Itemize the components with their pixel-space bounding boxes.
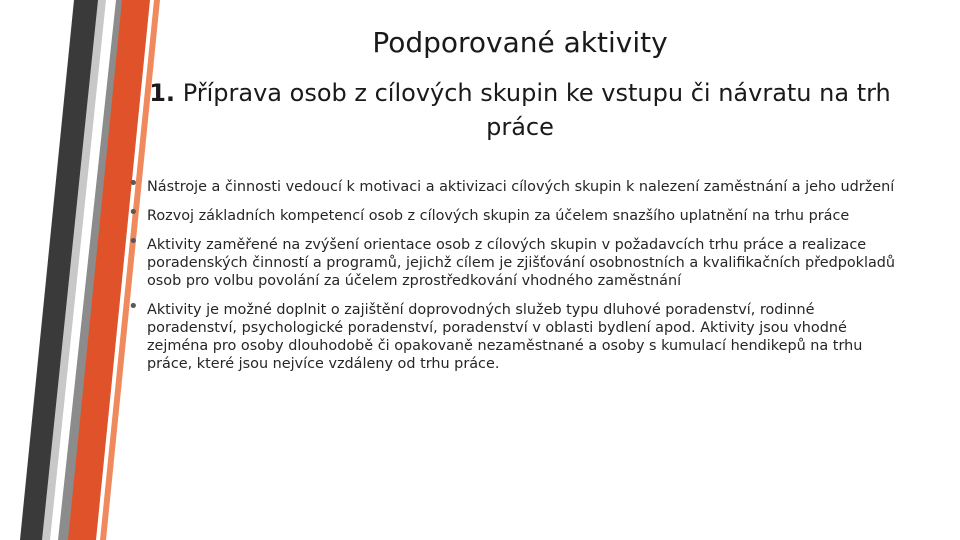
bullet-text: Rozvoj základních kompetencí osob z cílových skupin za účelem snazšího uplatnění na trhu práce	[147, 208, 850, 224]
title-block	[120, 22, 920, 144]
bullet-dot-icon: •	[128, 202, 139, 223]
bullet-text: Aktivity zaměřené na zvýšení orientace osob z cílových skupin v požadavcích trhu práce a realizace poradenských činností a programů, jejichž cílem je zjišťování osobnostních a kvalifikačních předpokladů osob pro volbu povolání za účelem zprostředkování vhodného zaměstnání	[147, 237, 896, 289]
bullet-list	[128, 173, 906, 384]
bullet-text: Aktivity je možné doplnit o zajištění doprovodných služeb typu dluhové poradenství, rodinné poradenství, psychologické poradenství, poradenství v oblasti bydlení apod. Aktivity jsou vhodné zejména pro osoby dlouhodobě či opakovaně nezaměstnané a osoby s kumulací hendikepů na trhu práce, které jsou nejvíce vzdáleny od trhu práce.	[147, 302, 863, 372]
bullet-text: Nástroje a činnosti vedoucí k motivaci a aktivizaci cílových skupin k nalezení zaměstnání a jeho udržení	[147, 179, 895, 195]
subtitle-number: 1.	[149, 79, 176, 107]
slide-title: Podporované aktivity	[372, 26, 668, 59]
subtitle-text: Příprava osob z cílových skupin ke vstupu či návratu na trh práce	[182, 79, 891, 141]
bullet-dot-icon: •	[128, 231, 139, 252]
slide-subtitle	[120, 76, 920, 144]
bullet-item	[128, 231, 906, 290]
bullet-item	[128, 173, 906, 196]
bullet-item	[128, 202, 906, 225]
bullet-dot-icon: •	[128, 173, 139, 194]
bullet-item	[128, 296, 906, 373]
bullet-dot-icon: •	[128, 296, 139, 317]
